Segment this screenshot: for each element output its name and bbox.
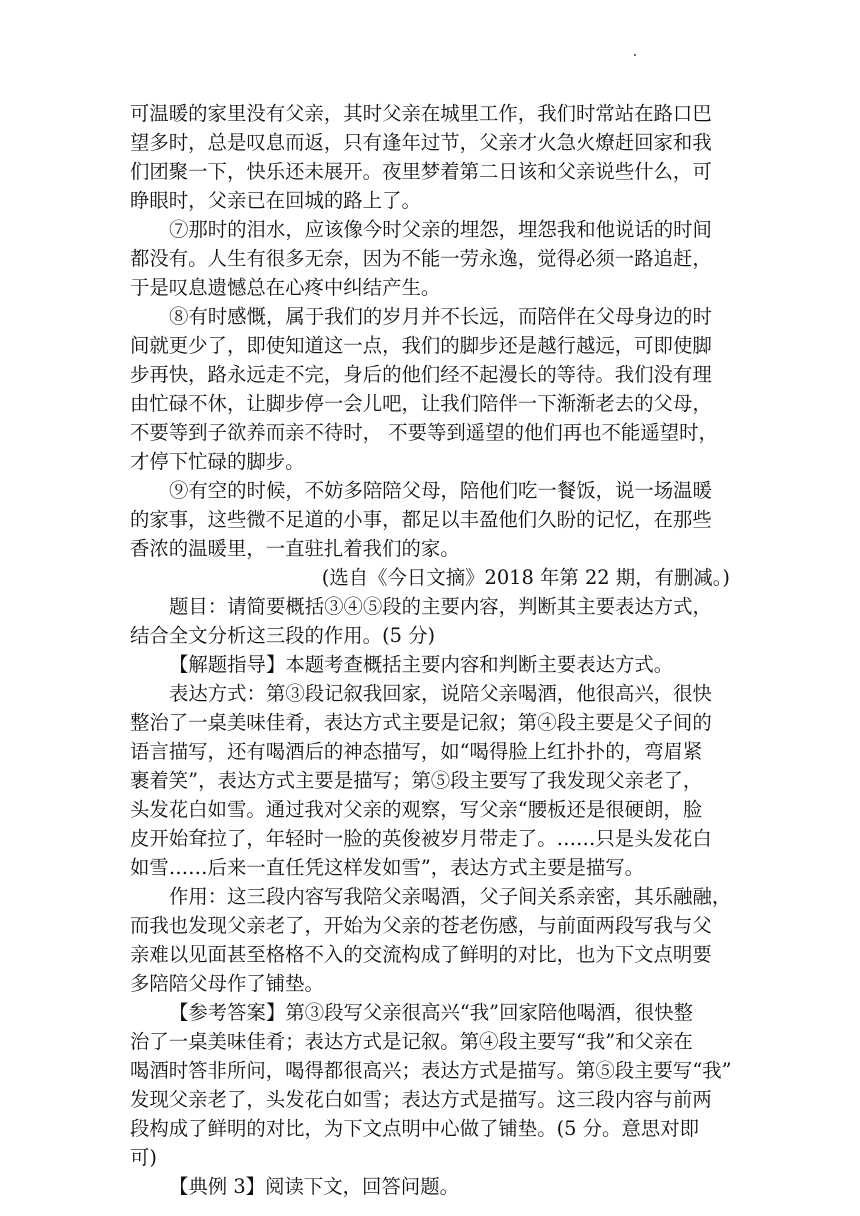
text-line: 发现父亲老了，头发花白如雪；表达方式是描写。这三段内容与前两 (130, 1088, 712, 1111)
example-3-heading (130, 1172, 730, 1201)
text-line: 如雪……后来一直任凭这样发如雪”，表达方式主要是描写。 (130, 856, 645, 879)
text-line: 治了一桌美味佳肴；表达方式是记叙。第④段主要写“我”和父亲在 (130, 1030, 693, 1053)
text-line: 而我也发现父亲老了，开始为父亲的苍老伤感，与前面两段写我与父 (130, 914, 712, 937)
text-line: 裹着笑”，表达方式主要是描写；第⑤段主要写了我发现父亲老了， (130, 769, 703, 792)
text-line: ⑨有空的时候，不妨多陪陪父母，陪他们吃一餐饭，说一场温暖 (169, 479, 712, 502)
text-line: 【参考答案】第③段写父亲很高兴“我”回家陪他喝酒，很快整 (169, 1001, 693, 1024)
text-line: 【解题指导】本题考查概括主要内容和判断主要表达方式。 (169, 653, 674, 676)
solution-guide (130, 650, 730, 679)
text-line: 语言描写，还有喝酒后的神态描写，如“喝得脸上红扑扑的，弯眉紧 (130, 740, 703, 763)
paragraph-9 (130, 476, 730, 563)
text-line: 作用：这三段内容写我陪父亲喝酒，父子间关系亲密，其乐融融， (169, 885, 732, 908)
text-line: 于是叹息遗憾总在心疼中纠结产生。 (130, 276, 441, 299)
text-line: 步再快，路永远走不完，身后的他们经不起漫长的等待。我们没有理 (130, 363, 712, 386)
text-line: ⑦那时的泪水，应该像今时父亲的埋怨，埋怨我和他说话的时间 (169, 218, 712, 241)
text-line: 睁眼时，父亲已在回城的路上了。 (130, 189, 421, 212)
document-body (130, 99, 730, 1201)
text-line: 都没有。人生有很多无奈，因为不能一劳永逸，觉得必须一路追赶， (130, 247, 712, 270)
text-line: (选自《今日文摘》2018 年第 22 期，有删减。) (321, 566, 730, 589)
reference-answer (130, 998, 730, 1172)
text-line: 皮开始耷拉了，年轻时一脸的英俊被岁月带走了。……只是头发花白 (130, 827, 712, 850)
text-line: 可) (130, 1146, 157, 1169)
paragraph-7 (130, 215, 730, 302)
text-line: 香浓的温暖里，一直驻扎着我们的家。 (130, 537, 460, 560)
text-line: 【典例 3】阅读下文，回答问题。 (169, 1175, 459, 1198)
function-analysis (130, 882, 730, 998)
text-line: 段构成了鲜明的对比，为下文点明中心做了铺垫。(5 分。意思对即 (130, 1117, 700, 1140)
text-line: 亲难以见面甚至格格不入的交流构成了鲜明的对比，也为下文点明要 (130, 943, 712, 966)
text-line: 喝酒时答非所问，喝得都很高兴；表达方式是描写。第⑤段主要写“我” (130, 1059, 732, 1082)
text-line: 不要等到子欲养而亲不待时， 不要等到遥望的他们再也不能遥望时， (130, 421, 718, 444)
text-line: 结合全文分析这三段的作用。(5 分) (130, 624, 436, 647)
text-line: 们团聚一下，快乐还未展开。夜里梦着第二日该和父亲说些什么，可 (130, 160, 712, 183)
question-prompt (130, 592, 730, 650)
text-line: 才停下忙碌的脚步。 (130, 450, 305, 473)
text-line: 多陪陪父母作了铺垫。 (130, 972, 324, 995)
text-line: 整治了一桌美味佳肴，表达方式主要是记叙；第④段主要是父子间的 (130, 711, 712, 734)
text-line: ⑧有时感慨，属于我们的岁月并不长远，而陪伴在父母身边的时 (169, 305, 712, 328)
text-line: 由忙碌不休，让脚步停一会儿吧，让我们陪伴一下渐渐老去的父母， (130, 392, 712, 415)
source-citation (130, 563, 730, 592)
text-line: 头发花白如雪。通过我对父亲的观察，写父亲“腰板还是很硬朗，脸 (130, 798, 703, 821)
paragraph-6-continuation (130, 99, 730, 215)
text-line: 的家事，这些微不足道的小事，都足以丰盈他们久盼的记忆，在那些 (130, 508, 712, 531)
expression-analysis (130, 679, 730, 882)
text-line: 间就更少了，即使知道这一点，我们的脚步还是越行越远，可即使脚 (130, 334, 712, 357)
text-line: 可温暖的家里没有父亲，其时父亲在城里工作，我们时常站在路口巴 (130, 102, 712, 125)
text-line: 望多时，总是叹息而返，只有逢年过节，父亲才火急火燎赶回家和我 (130, 131, 712, 154)
page-marker-dot (634, 54, 636, 56)
text-line: 表达方式：第③段记叙我回家，说陪父亲喝酒，他很高兴，很快 (169, 682, 712, 705)
paragraph-8 (130, 302, 730, 476)
text-line: 题目：请简要概括③④⑤段的主要内容，判断其主要表达方式， (169, 595, 712, 618)
